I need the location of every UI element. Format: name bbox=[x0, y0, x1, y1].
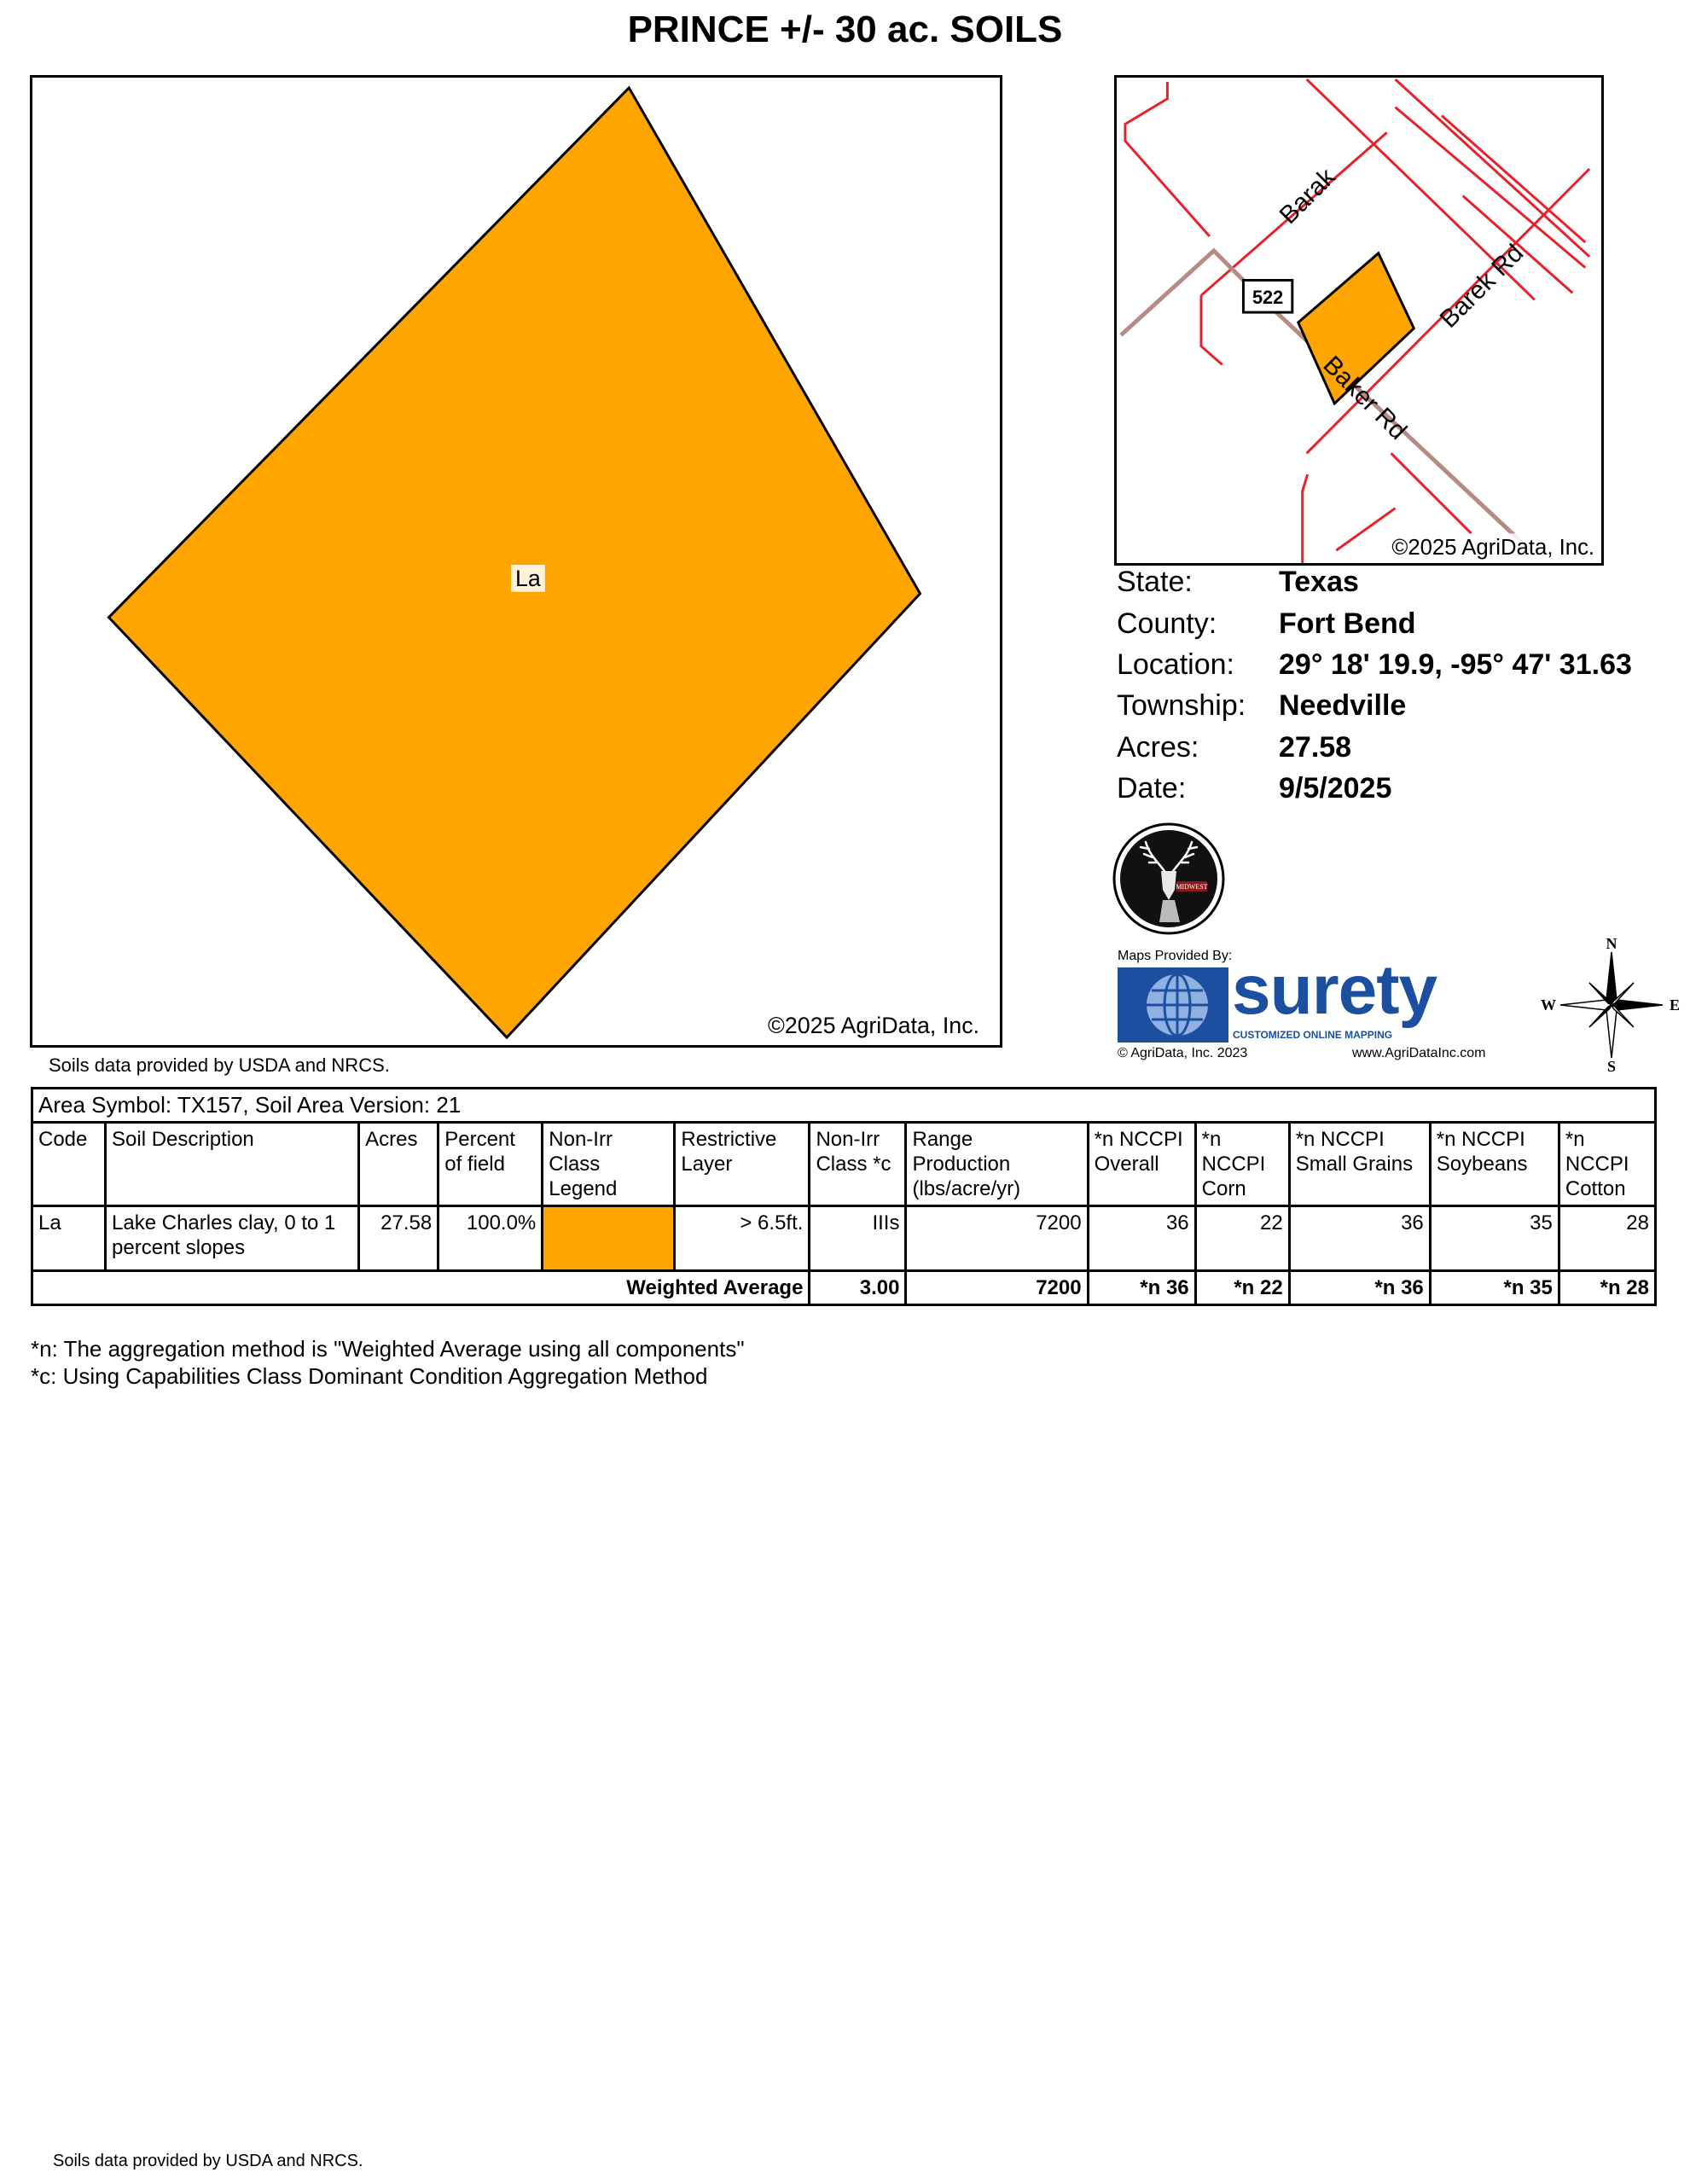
area-header: Area Symbol: TX157, Soil Area Version: 21 bbox=[32, 1089, 1656, 1123]
road-line bbox=[1201, 295, 1222, 364]
footnote-c: *c: Using Capabilities Class Dominant Condition Aggregation Method bbox=[31, 1363, 708, 1389]
info-value: Needville bbox=[1279, 689, 1407, 722]
surety-url: www.AgriDataInc.com bbox=[1352, 1046, 1486, 1060]
midwest-logo-text: MIDWEST bbox=[1176, 883, 1208, 891]
cell-code: La bbox=[32, 1206, 106, 1271]
column-header: *n NCCPI Soybeans bbox=[1430, 1123, 1559, 1206]
page-title: PRINCE +/- 30 ac. SOILS bbox=[627, 9, 1063, 50]
compass-south: S bbox=[1606, 1058, 1617, 1073]
road-line bbox=[1303, 474, 1308, 563]
cell-description: Lake Charles clay, 0 to 1 percent slopes bbox=[106, 1206, 359, 1271]
cell-class: IIIs bbox=[810, 1206, 906, 1271]
column-header: Range Production (lbs/acre/yr) bbox=[906, 1123, 1088, 1206]
deer-logo-icon bbox=[1112, 822, 1226, 936]
column-header: Code bbox=[32, 1123, 106, 1206]
cell-range: 7200 bbox=[906, 1206, 1088, 1271]
info-label: Date: bbox=[1117, 772, 1187, 804]
info-row-location bbox=[1117, 644, 1632, 685]
column-header: *n NCCPI Cotton bbox=[1559, 1123, 1655, 1206]
info-row-state bbox=[1117, 561, 1359, 602]
compass-west: W bbox=[1541, 996, 1556, 1014]
column-header: Non-Irr Class *c bbox=[810, 1123, 906, 1206]
footnote-n: *n: The aggregation method is "Weighted Average using all components" bbox=[31, 1336, 745, 1362]
soil-map bbox=[30, 75, 1002, 1048]
surety-tagline: CUSTOMIZED ONLINE MAPPING bbox=[1233, 1029, 1393, 1041]
weighted-class: 3.00 bbox=[810, 1271, 906, 1305]
cell-cotton: 28 bbox=[1559, 1206, 1655, 1271]
soils-data-note: Soils data provided by USDA and NRCS. bbox=[49, 1054, 390, 1076]
location-map-canvas bbox=[1117, 78, 1601, 563]
column-header: Acres bbox=[359, 1123, 438, 1206]
info-row-date bbox=[1117, 768, 1391, 809]
info-label: Location: bbox=[1117, 648, 1234, 681]
cell-soybeans: 35 bbox=[1430, 1206, 1559, 1271]
column-header: Percent of field bbox=[438, 1123, 543, 1206]
road-line bbox=[1442, 116, 1585, 242]
column-header: Restrictive Layer bbox=[675, 1123, 810, 1206]
cell-acres: 27.58 bbox=[359, 1206, 438, 1271]
column-header: Non-Irr Class Legend bbox=[543, 1123, 675, 1206]
cell-percent: 100.0% bbox=[438, 1206, 543, 1271]
info-row-township bbox=[1117, 685, 1406, 726]
road-line bbox=[1391, 453, 1472, 533]
cell-small-grains: 36 bbox=[1289, 1206, 1430, 1271]
weighted-average-label: Weighted Average bbox=[32, 1271, 810, 1305]
cell-corn: 22 bbox=[1195, 1206, 1289, 1271]
column-header: *n NCCPI Small Grains bbox=[1289, 1123, 1430, 1206]
info-row-county bbox=[1117, 603, 1416, 644]
weighted-cotton: *n 28 bbox=[1559, 1271, 1655, 1305]
weighted-soybeans: *n 35 bbox=[1430, 1271, 1559, 1305]
road-label-barek-rd: Barek Rd bbox=[1434, 239, 1530, 334]
info-label: State: bbox=[1117, 566, 1193, 598]
info-row-acres bbox=[1117, 727, 1351, 768]
column-header-row bbox=[32, 1123, 1656, 1206]
location-map bbox=[1114, 75, 1604, 566]
cell-legend-swatch bbox=[543, 1206, 675, 1271]
soil-polygon-la bbox=[109, 88, 920, 1037]
info-value: 9/5/2025 bbox=[1279, 772, 1392, 804]
map-copyright: ©2025 AgriData, Inc. bbox=[768, 1013, 980, 1039]
info-value: Texas bbox=[1279, 566, 1359, 598]
surety-logo bbox=[1118, 949, 1519, 1068]
column-header: *n NCCPI Corn bbox=[1195, 1123, 1289, 1206]
road-label-barak: Barak bbox=[1274, 162, 1341, 230]
soil-map-canvas bbox=[32, 78, 1000, 1045]
weighted-average-row bbox=[32, 1271, 1656, 1305]
location-map-copyright: ©2025 AgriData, Inc. bbox=[1391, 536, 1595, 561]
info-label: Township: bbox=[1117, 689, 1246, 722]
road-line bbox=[1125, 82, 1210, 236]
compass-east: E bbox=[1669, 996, 1681, 1014]
table-row bbox=[32, 1206, 1656, 1271]
surety-wordmark: surety bbox=[1232, 951, 1437, 1029]
info-value: 27.58 bbox=[1279, 731, 1352, 764]
highway-shield-number: 522 bbox=[1252, 287, 1284, 309]
cell-restrictive: > 6.5ft. bbox=[675, 1206, 810, 1271]
info-label: County: bbox=[1117, 607, 1217, 640]
compass-north: N bbox=[1606, 937, 1617, 952]
globe-icon bbox=[1118, 967, 1228, 1043]
info-value: 29° 18' 19.9, -95° 47' 31.63 bbox=[1279, 648, 1632, 681]
soil-table bbox=[31, 1087, 1657, 1306]
area-header-row bbox=[32, 1089, 1656, 1123]
info-label: Acres: bbox=[1117, 731, 1199, 764]
road-label-baker-rd: Baker Rd bbox=[1317, 351, 1413, 445]
soils-data-note-bottom: Soils data provided by USDA and NRCS. bbox=[53, 2152, 363, 2170]
column-header: *n NCCPI Overall bbox=[1088, 1123, 1195, 1206]
weighted-range: 7200 bbox=[906, 1271, 1088, 1305]
soil-polygon-label: La bbox=[514, 565, 541, 591]
weighted-overall: *n 36 bbox=[1088, 1271, 1195, 1305]
weighted-small-grains: *n 36 bbox=[1289, 1271, 1430, 1305]
cell-overall: 36 bbox=[1088, 1206, 1195, 1271]
road-line bbox=[1396, 79, 1590, 257]
column-header: Soil Description bbox=[106, 1123, 359, 1206]
surety-copyright: © AgriData, Inc. 2023 bbox=[1118, 1046, 1248, 1060]
maps-provided-by: Maps Provided By: bbox=[1118, 949, 1233, 963]
compass-rose-icon bbox=[1540, 937, 1683, 1073]
info-value: Fort Bend bbox=[1279, 607, 1416, 640]
road-line bbox=[1396, 107, 1586, 268]
weighted-corn: *n 22 bbox=[1195, 1271, 1289, 1305]
